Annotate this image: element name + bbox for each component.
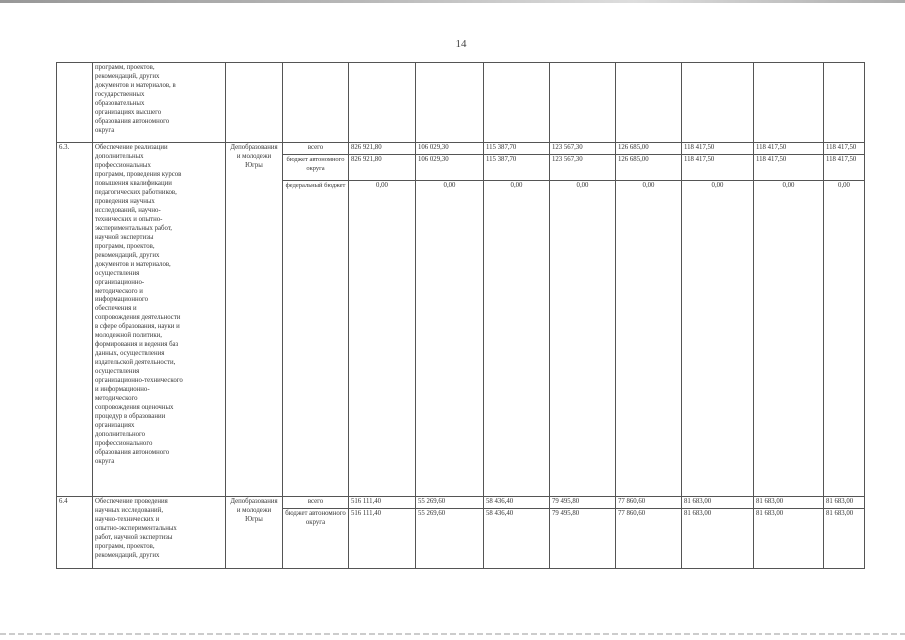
- value-cell: [550, 63, 616, 143]
- value-cell: 81 683,00: [824, 508, 865, 568]
- value-cell: 81 683,00: [682, 496, 754, 508]
- row-number: 6.3.: [57, 143, 93, 497]
- source-budget: бюджет автономного округа: [283, 154, 349, 180]
- source-budget: бюджет автономного округа: [283, 508, 349, 568]
- value-cell: 106 029,30: [416, 154, 484, 180]
- scan-edge-top: [0, 0, 905, 3]
- value-cell: 81 683,00: [682, 508, 754, 568]
- value-cell: 77 860,60: [616, 508, 682, 568]
- value-cell: 79 495,80: [550, 508, 616, 568]
- value-cell: 118 417,50: [824, 143, 865, 155]
- value-cell: 0,00: [416, 180, 484, 496]
- executor-cell: Депобразования и молодежи Югры: [226, 496, 283, 568]
- value-cell: 0,00: [824, 180, 865, 496]
- value-cell: 126 685,00: [616, 143, 682, 155]
- cell-num: [57, 63, 93, 143]
- value-cell: 0,00: [754, 180, 824, 496]
- value-cell: 126 685,00: [616, 154, 682, 180]
- value-cell: 81 683,00: [754, 508, 824, 568]
- value-cell: 115 387,70: [484, 143, 550, 155]
- value-cell: 106 029,30: [416, 143, 484, 155]
- value-cell: 81 683,00: [824, 496, 865, 508]
- description-cell: Обеспечение реализации дополнительных профессиональных программ, проведения курсов повышения квалификации педагогических работников, проведения научных исследований, научно- технических и опытно- экспериментальных работ, научной экспертизы программ, проектов, рекомендаций, других документов и материалов, осуществления организационно- методического и информационного обеспечения и сопровождения деятельности в сфере образования, науки и молодежной политики, формирования и ведения баз данных, осуществления издательской деятельности, осуществления организационно-технического и информационно- методического сопровождения оценочных процедур в образовании организациях дополнительного профессионального образования автономного округа: [93, 143, 226, 497]
- value-cell: [824, 63, 865, 143]
- value-cell: 516 111,40: [349, 508, 416, 568]
- executor-cell: Депобразования и молодежи Югры: [226, 143, 283, 497]
- scan-edge-bottom: [0, 633, 905, 635]
- budget-table: [56, 62, 865, 569]
- value-cell: 81 683,00: [754, 496, 824, 508]
- value-cell: 77 860,60: [616, 496, 682, 508]
- value-cell: [754, 63, 824, 143]
- value-cell: 118 417,50: [682, 154, 754, 180]
- value-cell: 55 269,60: [416, 496, 484, 508]
- value-cell: [616, 63, 682, 143]
- source-total: всего: [283, 143, 349, 155]
- value-cell: 118 417,50: [754, 154, 824, 180]
- value-cell: 123 567,30: [550, 143, 616, 155]
- value-cell: 0,00: [616, 180, 682, 496]
- table-row-6-3-total: [57, 143, 865, 155]
- description-cell: программ, проектов, рекомендаций, других документов и материалов, в государственных образовательных организациях высшего образования автономного округа: [93, 63, 226, 143]
- value-cell: 0,00: [349, 180, 416, 496]
- value-cell: 826 921,80: [349, 154, 416, 180]
- value-cell: 118 417,50: [682, 143, 754, 155]
- value-cell: [682, 63, 754, 143]
- value-cell: 123 567,30: [550, 154, 616, 180]
- value-cell: [484, 63, 550, 143]
- description-cell: Обеспечение проведения научных исследований, научно-технических и опытно-экспериментальных работ, научной экспертизы программ, проектов, рекомендаций, других: [93, 496, 226, 568]
- value-cell: [416, 63, 484, 143]
- value-cell: 79 495,80: [550, 496, 616, 508]
- value-cell: 115 387,70: [484, 154, 550, 180]
- executor-cell: [226, 63, 283, 143]
- value-cell: 118 417,50: [824, 154, 865, 180]
- value-cell: 0,00: [484, 180, 550, 496]
- value-cell: 58 436,40: [484, 508, 550, 568]
- value-cell: 516 111,40: [349, 496, 416, 508]
- value-cell: 58 436,40: [484, 496, 550, 508]
- table-row-6-4-total: [57, 496, 865, 508]
- value-cell: 55 269,60: [416, 508, 484, 568]
- value-cell: 0,00: [682, 180, 754, 496]
- value-cell: 0,00: [550, 180, 616, 496]
- value-cell: 826 921,80: [349, 143, 416, 155]
- table-row-continuation: [57, 63, 865, 143]
- row-number: 6.4: [57, 496, 93, 568]
- value-cell: 118 417,50: [754, 143, 824, 155]
- page-number: 14: [455, 38, 467, 50]
- source-federal: федеральный бюджет: [283, 180, 349, 496]
- value-cell: [349, 63, 416, 143]
- source-cell: [283, 63, 349, 143]
- source-total: всего: [283, 496, 349, 508]
